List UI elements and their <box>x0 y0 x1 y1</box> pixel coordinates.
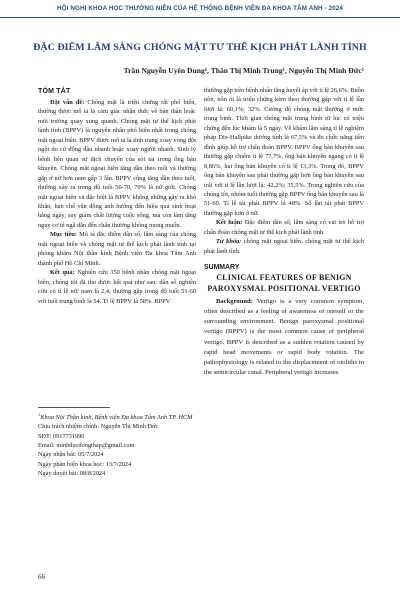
abstract-objective: Đặt vấn đề: Chóng mặt là triệu chứng rất phổ biến, thường được mô tả là cảm giác nhận thức về bản thân hoặc môi trường quay xung quanh. Chóng mặt tư thế kịch phát lành tính (BPPV) là nguyên nhân phổ biến nhất trong chóng mặt ngoại biên. BPPV được mô tả là tình trạng xoay vòng đột ngột do cử động đầu nhanh hoặc xoay người nhanh. Sinh lý bệnh liên quan sự dịch chuyển của sỏi tai trong ống bán khuyên. Chóng mặt ngoại biên tăng dần theo tuổi và thường gặp ở nữ hơn nam gấp 3 lần. BPPV cũng tăng dần theo tuổi, thường xảy ra trong độ tuổi 50-70, 70% là nữ giới. Chóng mặt ngoại biên và đặc biệt là BPPV không những gây ra khó khăn, hạn chế vận động ảnh hưởng đến hiệu quả sinh hoạt hằng ngày, suy giảm chất lượng cuộc sống, mà còn làm tăng nguy cơ té ngã dẫn đến chấn thương không mong muốn. <box>38 99 196 229</box>
footnotes <box>38 410 196 478</box>
left-column <box>38 88 196 306</box>
footnote-received: Ngày nhận bài: 05/7/2024 <box>38 451 104 459</box>
footnote-email: Email: minhducdongthap@gmail.com <box>38 441 135 449</box>
abstract-heading: TÓM TẮT <box>38 88 71 95</box>
footnote-divider <box>38 407 110 408</box>
paper-title: ĐẶC ĐIỂM LÂM SÀNG CHÓNG MẶT TƯ THẾ KỊCH PHÁT LÀNH TÍNH <box>33 42 367 53</box>
abstract-results-continued: thường gặp trên bệnh nhân tăng huyết áp với tỉ lệ 26,6%. Buồn nôn, nôn ói là triệu chứng kèm theo thường gặp với tỉ lệ lần lượt là: 60,1%; 32%. Cường độ chóng mặt thường ở mức trung bình. Thời gian chóng mặt trung bình từ lúc có triệu chứng đến lúc khám là 5 ngày. Về khám lâm sàng tỉ lệ nghiệm pháp Dix-Hallpike dương tính là 67,5% và đo chức năng tiền đình giúp hỗ trợ chẩn đoán BPPV. BPPV ống bán khuyên sau thường gặp chiếm tỉ lệ 77,7%, ống bán khuyên ngang có tỉ lệ 8,86%, hai ống bán khuyên có tỉ lệ 13,3%. Trong đó, BPPV ống bán khuyên sau phải thường gặp hơn ống bán khuyên sau trái với tỉ lệ lần lượt là: 42,2%; 35,5%. Trong nghiên cứu của chúng tôi, nhóm tuổi thường gặp BPPV ống bán khuyên sau là 51-60. Tỉ lệ tái phát BPPV là 48%. Số lần tái phát BPPV thường gặp hơn ở nữ. <box>204 87 364 217</box>
journal-name: HỘI NGHỊ KHOA HỌC THƯỜNG NIÊN CỦA HỆ THỐNG BỆNH VIỆN ĐA KHOA TÂM ANH - 2024 <box>57 5 343 12</box>
summary-heading: SUMMARY <box>204 264 240 272</box>
abstract-results: Kết quả: Nghiên cứu 350 bệnh nhân chóng mặt ngoại biên, chúng tôi đã thu được kết quả như sau: dân số nghiên cứu có tỉ lệ nữ/ nam là 2,4; thường gặp trong độ tuổi 51-60 với tuổi trung bình là 54. Tỉ lệ BPPV là 58%. BPPV <box>38 269 197 305</box>
summary-background: Background: Vertigo is a very common symptom, often described as a feeling of awareness of oneself or the surrounding environment. Benign paroxysmal positional vertigo (BPPV) is the most common cause of peripheral vertigo. BPPV is described as a sudden rotation caused by rapid head movements or rapid body rotation. The pathophysiology is related to the displacement of otoliths in the semicircular canal. Peripheral vertigo increases <box>204 298 364 376</box>
right-column <box>204 86 364 378</box>
footnote-corresponding: Chịu trách nhiệm chính: Nguyễn Thị Minh Đức <box>38 423 159 431</box>
summary-title: CLINICAL FEATURES OF BENIGN PAROXYSMAL POSITIONAL VERTIGO <box>207 273 361 293</box>
abstract-conclusion: Kết luận: Đặc điểm dân số, lâm sàng có vai trò hỗ trợ chẩn đoán chóng mặt tư thế kịch phát lành tính. <box>204 219 364 236</box>
header-divider <box>0 17 400 18</box>
page-number: 66 <box>38 573 46 581</box>
footnote-accepted: Ngày duyệt bài: 08/8/2024 <box>38 469 106 477</box>
author-list: Trần Nguyễn Uyên Dung¹, Thân Thị Minh Trung¹, Nguyễn Thị Minh Đức¹ <box>123 66 364 75</box>
abstract-keywords: Từ khóa: chóng mặt ngoại biên, chóng mặt tư thế kịch phát lành tính. <box>204 238 365 255</box>
footnote-affiliation: $^1$Khoa Nội Thần kinh, Bệnh viện Đa khoa Tâm Anh TP. HCM <box>38 412 193 422</box>
footnote-reviewed: Ngày phản biện khoa học: 13/7/2024 <box>38 460 132 468</box>
footnote-phone: SĐT: 0917731990 <box>38 432 85 440</box>
journal-header <box>0 0 400 17</box>
abstract-aim: Mục tiêu: Mô tả đặc điểm dân số, lâm sàng của chóng mặt ngoại biên và chóng mặt tư thế kịch phát lành tính tại phòng khám Nội thần kinh Bệnh viện Đa khoa Tâm Anh thành phố Hồ Chí Minh. <box>38 231 196 267</box>
